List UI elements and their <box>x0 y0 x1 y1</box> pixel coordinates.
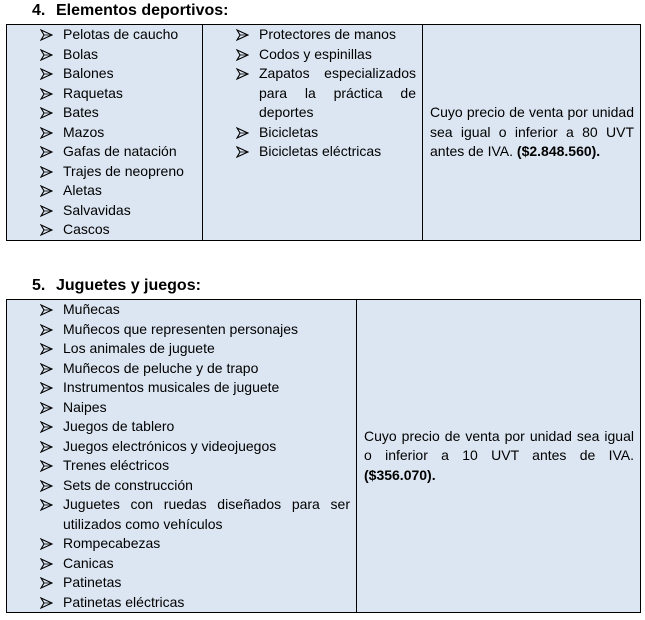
list-item-text: Bicicletas <box>259 123 319 140</box>
list-item <box>7 103 202 123</box>
arrowhead-bullet-icon <box>40 25 54 45</box>
list-item-text: Juegos de tablero <box>63 418 175 434</box>
list-item-text: Raquetas <box>63 84 123 101</box>
list-item-text: Juguetes con ruedas diseñados para ser utilizados como vehículos <box>63 496 350 532</box>
list-item <box>7 437 356 457</box>
list-item <box>203 142 422 162</box>
list-item-text: Bolas <box>63 45 99 62</box>
list-item <box>7 25 202 45</box>
list-item-text: Muñecos que representen personajes <box>63 320 299 337</box>
arrowhead-bullet-icon <box>40 339 54 359</box>
list-item-text: Muñecas <box>63 301 120 317</box>
arrowhead-bullet-icon <box>40 417 54 437</box>
list-item <box>7 378 356 398</box>
list-item <box>7 573 356 593</box>
arrowhead-bullet-icon <box>40 162 54 182</box>
list-item-text: Mazos <box>63 123 105 140</box>
arrowhead-bullet-icon <box>40 593 54 613</box>
arrowhead-bullet-icon <box>40 437 54 457</box>
arrowhead-bullet-icon <box>40 398 54 418</box>
section-5-condition <box>357 427 640 486</box>
list-item-text: Trajes de neopreno <box>63 162 184 179</box>
section-5-col1 <box>7 300 357 613</box>
section-5-heading <box>32 276 201 296</box>
section-4-condition-cell <box>423 25 641 241</box>
list-item <box>203 123 422 143</box>
list-item-text: Juegos electrónicos y videojuegos <box>63 437 277 454</box>
list-item-text: Aletas <box>63 182 102 198</box>
section-5-table <box>6 299 641 613</box>
arrowhead-bullet-icon <box>40 476 54 496</box>
list-item <box>7 142 202 162</box>
list-item <box>7 45 202 65</box>
section-5-amount: ($356.070). <box>364 466 436 483</box>
list-item-text: Rompecabezas <box>63 535 161 551</box>
list-item <box>203 45 422 65</box>
arrowhead-bullet-icon <box>236 123 250 143</box>
list-item <box>7 84 202 104</box>
arrowhead-bullet-icon <box>40 573 54 593</box>
list-item-text: Naipes <box>63 398 107 415</box>
arrowhead-bullet-icon <box>40 103 54 123</box>
list-item <box>7 339 356 359</box>
section-4-heading <box>32 1 228 21</box>
arrowhead-bullet-icon <box>40 64 54 84</box>
section-5-condition-cell <box>357 300 641 613</box>
list-item <box>7 593 356 613</box>
list-item <box>7 398 356 418</box>
list-item-text: Patinetas <box>63 574 122 590</box>
arrowhead-bullet-icon <box>40 456 54 476</box>
list-item-text: Bicicletas eléctricas <box>259 143 382 159</box>
list-item <box>7 456 356 476</box>
section-5-number: 5. <box>32 277 46 294</box>
list-item-text: Salvavidas <box>63 201 131 218</box>
arrowhead-bullet-icon <box>40 123 54 143</box>
section-4-condition <box>423 103 640 162</box>
arrowhead-bullet-icon <box>40 142 54 162</box>
list-item <box>7 220 202 240</box>
arrowhead-bullet-icon <box>236 64 250 84</box>
list-item <box>7 181 202 201</box>
arrowhead-bullet-icon <box>40 220 54 240</box>
section-5-list-1 <box>7 300 356 612</box>
list-item-text: Muñecos de peluche y de trapo <box>63 359 259 376</box>
section-4-table <box>6 24 641 241</box>
list-item <box>7 320 356 340</box>
list-item-text: Canicas <box>63 554 114 571</box>
list-item <box>7 495 356 534</box>
arrowhead-bullet-icon <box>40 534 54 554</box>
arrowhead-bullet-icon <box>40 320 54 340</box>
list-item <box>7 417 356 437</box>
list-item <box>7 359 356 379</box>
list-item <box>203 25 422 45</box>
section-4-condition-text: Cuyo precio de venta por unidad sea igual o inferior a 80 UVT antes de IVA. <box>430 104 634 159</box>
section-4-amount: ($2.848.560). <box>516 143 601 159</box>
arrowhead-bullet-icon <box>236 142 250 162</box>
section-4-col1 <box>7 25 203 241</box>
list-item-text: Zapatos especializados para la práctica de deportes <box>259 65 416 120</box>
list-item-text: Codos y espinillas <box>259 45 372 62</box>
list-item <box>7 554 356 574</box>
list-item <box>7 64 202 84</box>
list-item <box>7 534 356 554</box>
list-item <box>7 162 202 182</box>
arrowhead-bullet-icon <box>236 25 250 45</box>
list-item-text: Protectores de manos <box>259 26 396 42</box>
list-item <box>7 300 356 320</box>
section-4-list-2 <box>203 25 422 162</box>
arrowhead-bullet-icon <box>40 300 54 320</box>
list-item-text: Patinetas eléctricas <box>63 593 185 610</box>
arrowhead-bullet-icon <box>40 181 54 201</box>
arrowhead-bullet-icon <box>40 84 54 104</box>
arrowhead-bullet-icon <box>40 378 54 398</box>
section-4-number: 4. <box>32 2 46 19</box>
list-item-text: Los animales de juguete <box>63 340 215 356</box>
list-item-text: Sets de construcción <box>63 476 193 493</box>
arrowhead-bullet-icon <box>40 201 54 221</box>
list-item-text: Bates <box>63 104 99 120</box>
arrowhead-bullet-icon <box>40 45 54 65</box>
list-item-text: Gafas de natación <box>63 143 177 159</box>
arrowhead-bullet-icon <box>40 554 54 574</box>
section-4-col2 <box>203 25 423 241</box>
list-item <box>203 64 422 123</box>
section-4-list-1 <box>7 25 202 240</box>
section-5-title: Juguetes y juegos: <box>56 277 201 294</box>
arrowhead-bullet-icon <box>40 495 54 515</box>
list-item <box>7 201 202 221</box>
arrowhead-bullet-icon <box>40 359 54 379</box>
list-item-text: Cascos <box>63 221 110 237</box>
list-item-text: Pelotas de caucho <box>63 26 179 42</box>
arrowhead-bullet-icon <box>236 45 250 65</box>
list-item <box>7 123 202 143</box>
section-4-title: Elementos deportivos: <box>56 2 229 19</box>
list-item-text: Trenes eléctricos <box>63 457 170 473</box>
list-item-text: Balones <box>63 65 114 81</box>
list-item <box>7 476 356 496</box>
list-item-text: Instrumentos musicales de juguete <box>63 379 280 395</box>
section-5-condition-text: Cuyo precio de venta por unidad sea igual o inferior a 10 UVT antes de IVA. <box>364 427 634 464</box>
